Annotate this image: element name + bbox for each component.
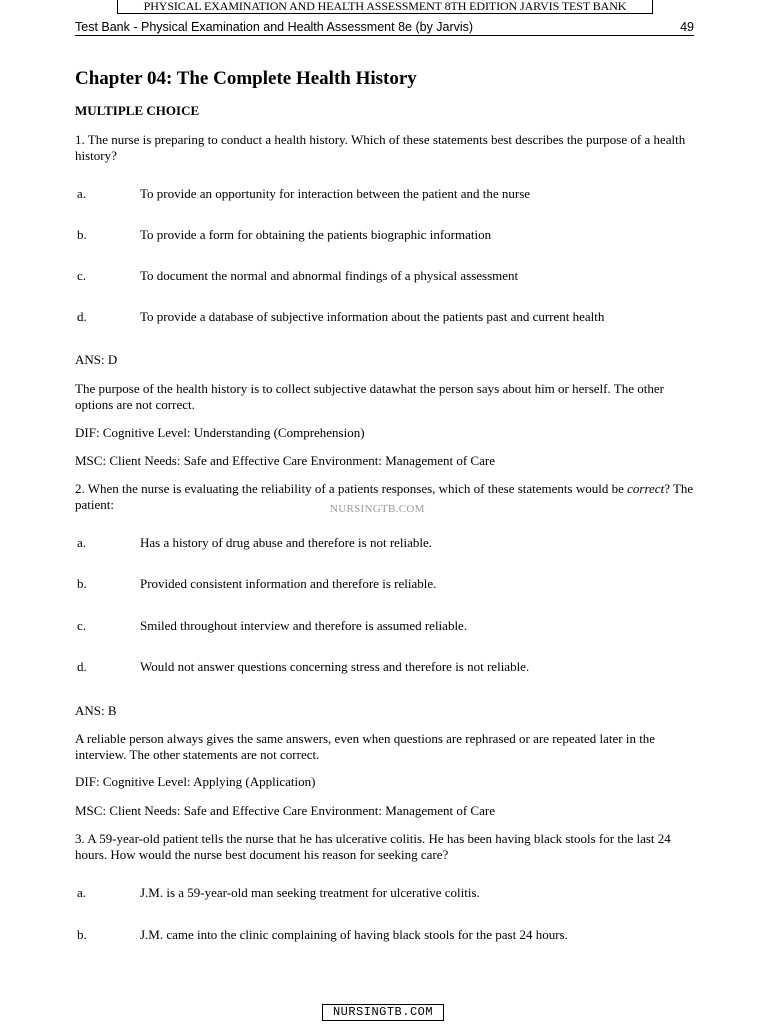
q2-client-needs: MSC: Client Needs: Safe and Effective Care Environment: Management of Care [75,803,495,818]
running-header [75,19,694,36]
watermark: NURSINGTB.COM [330,503,425,515]
q2-stem-part-2: ? The patient: [75,481,694,512]
q1-option-d-letter: d. [77,309,87,324]
q1-client-needs: MSC: Client Needs: Safe and Effective Care Environment: Management of Care [75,453,495,468]
q1-option-a-text: To provide an opportunity for interaction between the patient and the nurse [140,186,531,201]
q3-option-a-letter: a. [77,885,87,900]
q1-answer: ANS: D [75,352,118,367]
q2-option-d-letter: d. [77,659,87,674]
q3-option-a-text: J.M. is a 59-year-old man seeking treatment for ulcerative colitis. [140,885,480,900]
q1-difficulty: DIF: Cognitive Level: Understanding (Comprehension) [75,425,365,440]
q2-option-c-letter: c. [77,618,87,633]
page-number: 49 [680,20,694,34]
section-heading: MULTIPLE CHOICE [75,103,200,118]
q2-answer: ANS: B [75,703,117,718]
q1-option-c-letter: c. [77,268,87,283]
q1-option-a-letter: a. [77,186,87,201]
q3-option-b-text: J.M. came into the clinic complaining of having black stools for the past 24 hours. [140,927,568,942]
q2-stem-emphasis: correct [627,481,665,496]
book-banner: PHYSICAL EXAMINATION AND HEALTH ASSESSMENT 8TH EDITION JARVIS TEST BANK [117,0,653,14]
q2-option-b-letter: b. [77,576,87,591]
q2-option-c-text: Smiled throughout interview and therefore is assumed reliable. [140,618,468,633]
q2-option-d-text: Would not answer questions concerning stress and therefore is not reliable. [140,659,530,674]
q2-option-a-letter: a. [77,535,87,550]
q1-option-c-text: To document the normal and abnormal findings of a physical assessment [140,268,519,283]
q2-stem-part-1: 2. When the nurse is evaluating the reliability of a patients responses, which of these statements would be [75,481,628,496]
question-1-stem: 1. The nurse is preparing to conduct a health history. Which of these statements best describes the purpose of a health history? [75,132,686,163]
q1-option-d-text: To provide a database of subjective information about the patients past and current health [140,309,605,324]
q2-rationale: A reliable person always gives the same answers, even when questions are rephrased or are repeated later in the interview. The other statements are not correct. [75,731,656,762]
q2-difficulty: DIF: Cognitive Level: Applying (Application) [75,774,316,789]
q1-option-b-letter: b. [77,227,87,242]
q2-option-b-text: Provided consistent information and therefore is reliable. [140,576,437,591]
q1-rationale: The purpose of the health history is to collect subjective datawhat the person says about him or herself. The other options are not correct. [75,381,664,412]
q2-option-a-text: Has a history of drug abuse and therefore is not reliable. [140,535,433,550]
footer-site-link[interactable]: NURSINGTB.COM [322,1004,444,1021]
q1-option-b-text: To provide a form for obtaining the patients biographic information [140,227,492,242]
running-header-title: Test Bank - Physical Examination and Health Assessment 8e (by Jarvis) [75,20,474,34]
chapter-title: Chapter 04: The Complete Health History [75,68,417,89]
q3-option-b-letter: b. [77,927,87,942]
question-3-stem: 3. A 59-year-old patient tells the nurse that he has ulcerative colitis. He has been having black stools for the last 24 hours. How would the nurse best document his reason for seeking care? [75,831,671,862]
